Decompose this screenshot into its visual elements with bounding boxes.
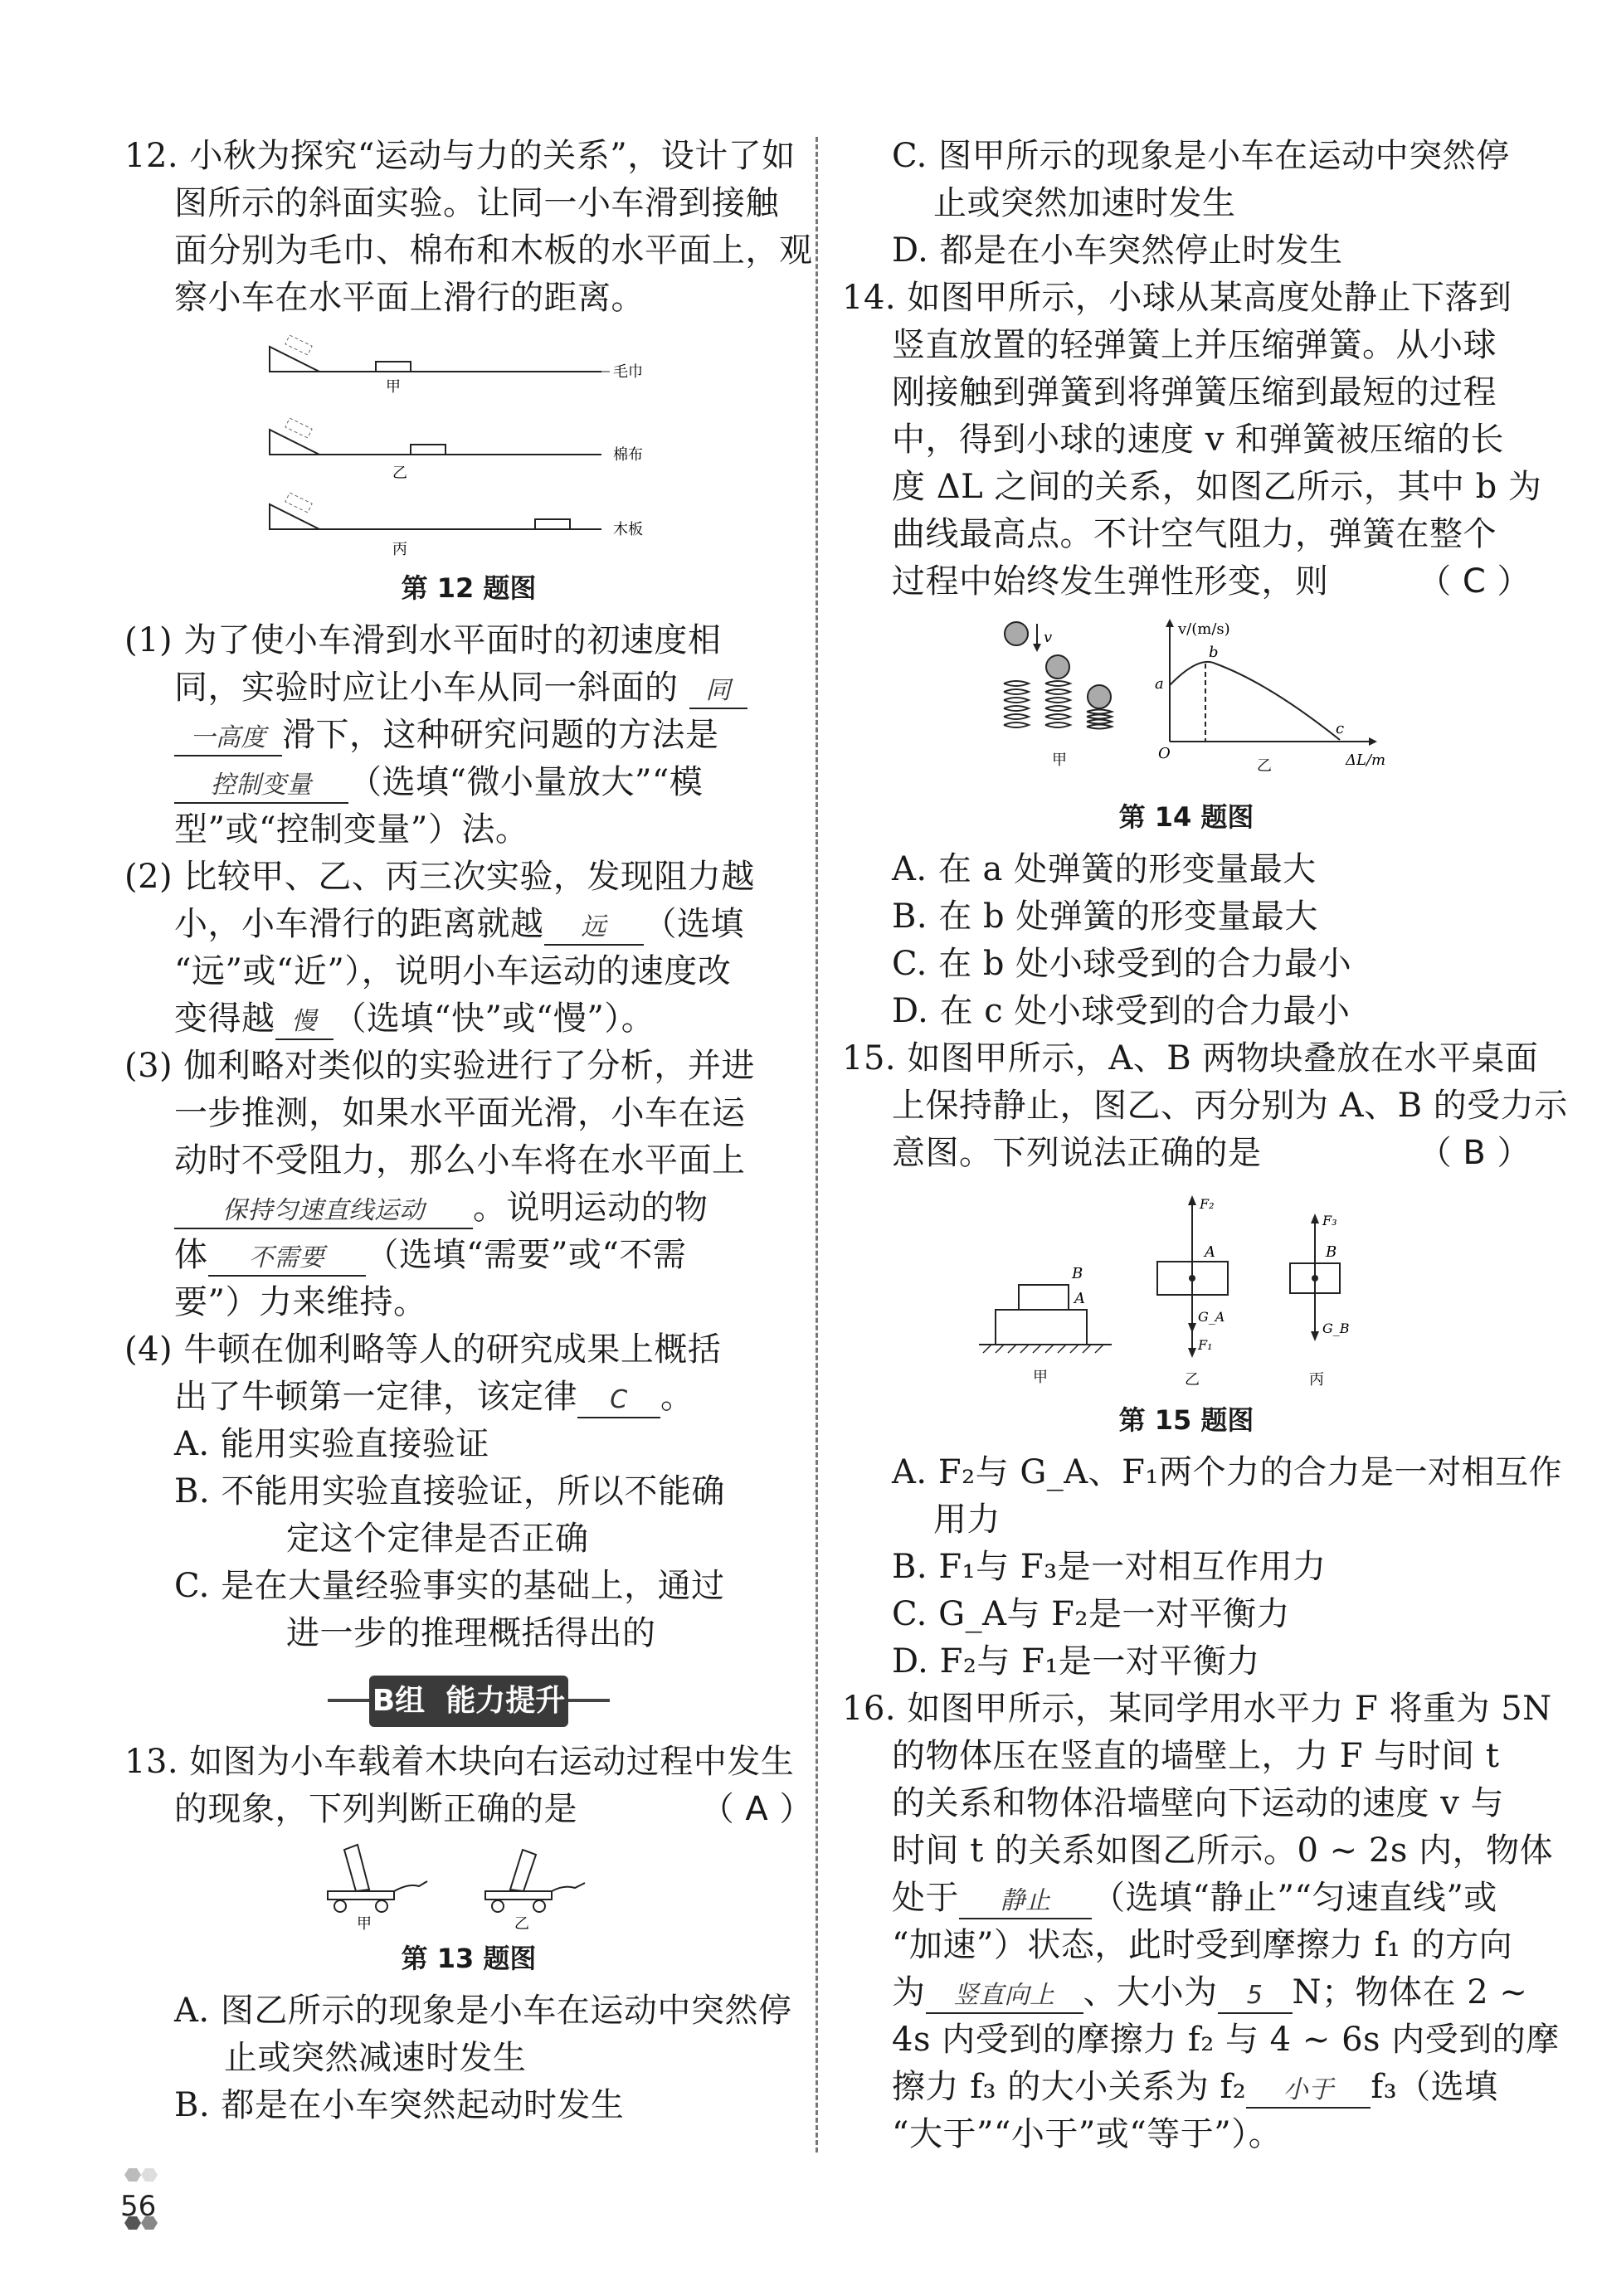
cart-jia [328, 1845, 427, 1933]
q12-p1-line: 型”或“控制变量”）法。 [174, 810, 529, 849]
q14-answer[interactable]: （ C ） [1418, 562, 1531, 601]
question-15 [842, 1035, 1568, 1686]
q12-p2-text: （选填“快”或“慢”）。 [333, 1000, 655, 1038]
q12-p3-text: 。说明运动的物 [473, 1189, 708, 1227]
surface-cotton: 棉布 [613, 446, 643, 464]
q12-p3-line: 一步推测，如果水平面光滑，小车在运 [174, 1094, 746, 1132]
q16-line: 16. 如图甲所示，某同学用水平力 F 将重为 5N [842, 1690, 1552, 1728]
answer-blank[interactable]: 静止 [959, 1885, 1092, 1919]
incline-setup-towel [270, 335, 643, 396]
q14-line: 14. 如图甲所示，小球从某高度处静止下落到 [842, 279, 1512, 317]
option-a: A. 能用实验直接验证 [174, 1425, 489, 1463]
q12-p4-text: 。 [660, 1378, 694, 1416]
q16-text: 擦力 f₃ 的大小关系为 f₂ [892, 2068, 1247, 2106]
q13-line: 13. 如图为小车载着木块向右运动过程中发生 [124, 1743, 795, 1781]
q14-line: 刚接触到弹簧到将弹簧压缩到最短的过程 [892, 373, 1497, 411]
point-a: a [1155, 675, 1164, 693]
q12-p3-text: 体 [174, 1236, 208, 1274]
force-diagram-b [1290, 1213, 1350, 1389]
q12-p2-line [124, 901, 813, 948]
option-a-cont: 用力 [933, 1501, 1001, 1539]
q12-p4-text: 出了牛顿第一定律，该定律 [174, 1378, 577, 1416]
q16-line: 时间 t 的关系如图乙所示。0 ~ 2s 内，物体 [892, 1831, 1554, 1870]
incline-setup-cotton [270, 418, 643, 482]
question-12 [124, 133, 813, 1657]
answer-blank[interactable]: 同 [689, 674, 747, 709]
velocity-graph [1155, 619, 1385, 775]
q12-p1-line [124, 664, 813, 712]
spring-sequence [1004, 622, 1112, 769]
option-c: C. 图甲所示的现象是小车在运动中突然停 [892, 137, 1510, 175]
answer-blank[interactable]: 保持匀速直线运动 [174, 1194, 473, 1229]
label-yi: 乙 [514, 1915, 529, 1933]
option-a-cont: 止或突然减速时发生 [224, 2039, 527, 2077]
q14-line [842, 558, 1531, 606]
q15-caption: 第 15 题图 [1118, 1404, 1254, 1436]
x-axis-label: ΔL/m [1346, 752, 1386, 769]
q16-text: 为 [892, 1973, 926, 2011]
block-a-label: A [1205, 1243, 1215, 1261]
q12-p2-text: 变得越 [174, 1000, 275, 1038]
answer-blank[interactable]: 小于 [1246, 2074, 1371, 2109]
q14-text: 过程中始终发生弹性形变，则 [892, 562, 1329, 601]
q16-line [842, 1875, 1531, 1922]
option-a: A. 图乙所示的现象是小车在运动中突然停 [174, 1992, 792, 2030]
force-ga: G_A [1198, 1309, 1225, 1325]
badge-group: B组 [372, 1684, 426, 1718]
q16-text: 、大小为 [1083, 1973, 1218, 2011]
q14-line: 度 ΔL 之间的关系，如图乙所示，其中 b 为 [892, 468, 1542, 506]
option-a: A. F₂与 G_A、F₁两个力的合力是一对相互作 [892, 1453, 1562, 1491]
column-divider [816, 137, 818, 2152]
label-yi: 乙 [392, 465, 407, 482]
label-bing: 丙 [1309, 1371, 1324, 1389]
option-b: B. 不能用实验直接验证，所以不能确 [174, 1472, 725, 1510]
surface-wood: 木板 [613, 521, 643, 538]
option-b: B. 都是在小车突然起动时发生 [174, 2086, 625, 2124]
q12-p3-line [124, 1232, 813, 1279]
point-b: b [1209, 644, 1219, 661]
question-16 [842, 1686, 1560, 2158]
force-f1: F₁ [1198, 1337, 1213, 1353]
page-number: 56 [120, 2190, 157, 2223]
q15-line: 上保持静止，图乙、丙分别为 A、B 的受力示 [892, 1087, 1568, 1125]
q12-part4 [124, 1326, 813, 1657]
q16-text: 处于 [892, 1879, 959, 1917]
option-c-cont: 进一步的推理概括得出的 [286, 1614, 656, 1652]
option-d: D. F₂与 F₁是一对平衡力 [892, 1642, 1260, 1681]
q12-p1-line [124, 712, 813, 759]
cart-yi [485, 1850, 585, 1933]
question-14 [842, 275, 1542, 1035]
y-axis-label: v/(m/s) [1178, 620, 1230, 638]
answer-blank[interactable]: 慢 [275, 1005, 334, 1040]
option-b-cont: 定这个定律是否正确 [286, 1520, 589, 1558]
q12-part2 [124, 854, 813, 1043]
label-yi: 乙 [1257, 757, 1272, 775]
q16-text: N；物体在 2 ~ [1292, 1973, 1528, 2011]
label-jia: 甲 [1033, 1369, 1048, 1386]
q12-p2-line: “远”或“近”），说明小车运动的速度改 [174, 952, 732, 990]
q12-line: 12. 小秋为探究“运动与力的关系”，设计了如 [124, 137, 796, 175]
q16-line [842, 2064, 1531, 2111]
q12-p4-line: (4) 牛顿在伽利略等人的研究成果上概括 [124, 1330, 722, 1369]
q13-cart-figure [311, 1833, 626, 1933]
option-c: C. G_A与 F₂是一对平衡力 [892, 1595, 1290, 1633]
badge-title: 能力提升 [446, 1684, 566, 1718]
option-d: D. 在 c 处小球受到的合力最小 [892, 992, 1351, 1030]
v-label: v [1044, 629, 1053, 646]
q15-line: 15. 如图甲所示，A、B 两物块叠放在水平桌面 [842, 1039, 1539, 1077]
q12-p2-text: （选填 [643, 905, 744, 943]
left-column [124, 133, 813, 2129]
q12-p3-line: (3) 伽利略对类似的实验进行了分析，并进 [124, 1047, 755, 1085]
q12-p1-line: (1) 为了使小车滑到水平面时的初速度相 [124, 621, 722, 659]
block-b-label: B [1072, 1265, 1083, 1282]
q13-answer[interactable]: （ A ） [700, 1790, 813, 1828]
answer-blank[interactable]: 5 [1218, 1979, 1293, 2014]
label-jia: 甲 [357, 1915, 372, 1933]
option-d: D. 都是在小车突然停止时发生 [892, 231, 1343, 270]
q13-line [124, 1786, 813, 1833]
question-13 [124, 1739, 813, 2129]
q16-text: f₃（选填 [1371, 2068, 1498, 2106]
q16-line [842, 1969, 1531, 2016]
q12-caption: 第 12 题图 [401, 572, 537, 604]
q14-line: 竖直放置的轻弹簧上并压缩弹簧。从小球 [892, 326, 1497, 364]
q16-line: “加速”）状态，此时受到摩擦力 f₁ 的方向 [892, 1926, 1513, 1964]
q16-text: （选填“静止”“匀速直线”或 [1092, 1879, 1497, 1917]
answer-blank[interactable]: 竖直向上 [926, 1979, 1083, 2014]
block-b-label: B [1326, 1243, 1337, 1261]
q15-line [842, 1130, 1531, 1177]
option-b: B. 在 b 处弹簧的形变量最大 [892, 897, 1318, 936]
answer-blank[interactable]: 远 [544, 911, 644, 946]
q14-caption: 第 14 题图 [1118, 801, 1254, 833]
q12-p1-text: （选填“微小量放大”“模 [348, 763, 704, 801]
question-13-continued [842, 133, 1531, 275]
q12-p3-line [124, 1184, 813, 1232]
q12-p1-text: 同，实验时应让小车从同一斜面的 [174, 669, 679, 707]
q12-line: 面分别为毛巾、棉布和木板的水平面上，观 [174, 231, 813, 270]
q14-spring-figure [971, 617, 1402, 791]
incline-setup-wood [270, 493, 643, 558]
surface-towel: 毛巾 [613, 363, 643, 381]
q16-line: 的物体压在竖直的墙壁上，力 F 与时间 t [892, 1737, 1500, 1775]
option-a: A. 在 a 处弹簧的形变量最大 [892, 850, 1317, 888]
force-gb: G_B [1322, 1321, 1350, 1336]
q13-text: 的现象，下列判断正确的是 [174, 1790, 577, 1828]
q12-p3-line: 要”）力来维持。 [174, 1283, 427, 1321]
q12-p1-line [124, 759, 813, 806]
force-diagram-a [1157, 1195, 1228, 1389]
answer-blank[interactable]: C [577, 1384, 660, 1418]
q12-part3 [124, 1043, 813, 1326]
q12-incline-figure [253, 322, 684, 562]
answer-blank[interactable]: 控制变量 [174, 769, 348, 804]
label-yi: 乙 [1185, 1371, 1200, 1389]
origin-label: O [1158, 745, 1171, 762]
q14-line: 曲线最高点。不计空气阻力，弹簧在整个 [892, 515, 1497, 553]
block-a-label: A [1074, 1290, 1085, 1307]
q16-line: 4s 内受到的摩擦力 f₂ 与 4 ~ 6s 内受到的摩 [892, 2021, 1560, 2059]
force-f2: F₂ [1200, 1196, 1215, 1212]
option-c: C. 在 b 处小球受到的合力最小 [892, 945, 1352, 983]
section-badge [328, 1676, 610, 1727]
answer-blank[interactable]: 一高度 [174, 722, 282, 756]
q12-part1 [124, 617, 813, 854]
option-c-cont: 止或突然加速时发生 [933, 184, 1236, 222]
point-c: c [1336, 720, 1345, 737]
q12-p1-text: 滑下，这种研究问题的方法是 [282, 716, 719, 754]
q16-line: “大于”“小于”或“等于”）。 [892, 2115, 1283, 2153]
q12-p3-line: 动时不受阻力，那么小车将在水平面上 [174, 1141, 746, 1180]
q15-answer[interactable]: （ B ） [1418, 1134, 1531, 1172]
right-column [842, 133, 1568, 2158]
label-jia: 甲 [1052, 752, 1067, 769]
label-bing: 丙 [392, 541, 407, 558]
label-jia: 甲 [386, 378, 401, 396]
option-c: C. 是在大量经验事实的基础上，通过 [174, 1567, 725, 1605]
q12-p2-line [124, 995, 813, 1043]
stacked-blocks [979, 1265, 1112, 1386]
badge-box [369, 1676, 568, 1727]
q12-p2-text: 小，小车滑行的距离就越 [174, 905, 544, 943]
q12-p4-line [124, 1374, 813, 1421]
option-b: B. F₁与 F₃是一对相互作用力 [892, 1548, 1327, 1586]
q15-force-figure [971, 1187, 1402, 1394]
force-f3: F₃ [1322, 1213, 1337, 1228]
q12-p3-text: （选填“需要”或“不需 [365, 1236, 687, 1274]
q13-caption: 第 13 题图 [401, 1943, 537, 1974]
answer-blank[interactable]: 不需要 [208, 1242, 366, 1277]
q15-text: 意图。下列说法正确的是 [892, 1134, 1262, 1172]
q12-p2-line: (2) 比较甲、乙、丙三次实验，发现阻力越 [124, 858, 755, 896]
q16-line: 的关系和物体沿墙壁向下运动的速度 v 与 [892, 1784, 1505, 1822]
q12-line: 察小车在水平面上滑行的距离。 [174, 279, 645, 317]
q14-line: 中，得到小球的速度 v 和弹簧被压缩的长 [892, 421, 1505, 459]
q12-line: 图所示的斜面实验。让同一小车滑到接触 [174, 184, 779, 222]
